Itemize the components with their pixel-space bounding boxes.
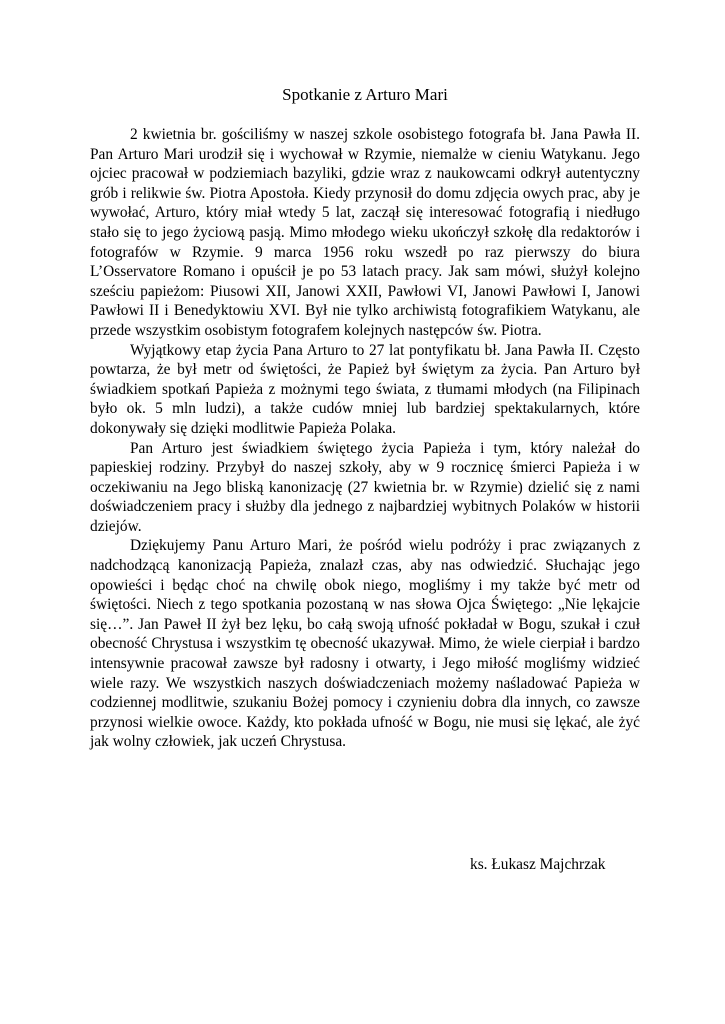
paragraph-4: Dziękujemy Panu Arturo Mari, że pośród wielu podróży i prac związanych z nadchodzącą kanonizacją Papieża, znalazł czas, aby nas odwiedzić. Słuchając jego opowieści i będąc choć na chwilę obok niego, mogliśmy i my także być metr od świętości. Niech z tego spotkania pozostaną w nas słowa Ojca Świętego: „Nie lękajcie się…”. Jan Paweł II żył bez lęku, bo całą swoją ufność pokładał w Bogu, szukał i czuł obecność Chrystusa i wszystkim tę obecność ukazywał. Mimo, że wiele cierpiał i bardzo intensywnie pracował zawsze był radosny i otwarty, i Jego miłość mogliśmy widzieć wiele razy. We wszystkich naszych doświadczeniach możemy naśladować Papieża w codziennej modlitwie, szukaniu Bożej pomocy i czynieniu dobra dla innych, co zawsze przynosi wielkie owoce. Każdy, kto pokłada ufność w Bogu, nie musi się lękać, ale żyć jak wolny człowiek, jak uczeń Chrystusa. bbox=[90, 537, 640, 751]
author-signature: ks. Łukasz Majchrzak bbox=[470, 856, 606, 873]
paragraph-3: Pan Arturo jest świadkiem świętego życia Papieża i tym, który należał do papieskiej rodziny. Przybył do naszej szkoły, aby w 9 rocznicę śmierci Papieża i w oczekiwaniu na Jego bliską kanonizację (27 kwietnia br. w Rzymie) dzielić się z nami doświadczeniem pracy i służby dla jednego z najbardziej wybitnych Polaków w historii dziejów. bbox=[90, 439, 640, 535]
article-title: Spotkanie z Arturo Mari bbox=[282, 85, 448, 104]
article bbox=[90, 82, 640, 752]
paragraph-1: 2 kwietnia br. gościliśmy w naszej szkole osobistego fotografa bł. Jana Pawła II. Pan Arturo Mari urodził się i wychował w Rzymie, niemalże w cieniu Watykanu. Jego ojciec pracował w podziemiach bazyliki, gdzie wraz z naukowcami odkrył autentyczny grób i relikwie św. Piotra Apostoła. Kiedy przynosił do domu zdjęcia owych prac, aby je wywołać, Arturo, który miał wtedy 5 lat, zaczął się interesować fotografią i niedługo stało się to jego życiową pasją. Mimo młodego wieku ukończył szkołę dla redaktorów i fotografów w Rzymie. 9 marca 1956 roku wszedł po raz pierwszy do biura L’Osservatore Romano i opuścił je po 53 latach pracy. Jak sam mówi, służył kolejno sześciu papieżom: Piusowi XII, Janowi XXII, Pawłowi VI, Janowi Pawłowi I, Janowi Pawłowi II i Benedyktowiu XVI. Był nie tylko archiwistą fotografikiem Watykanu, ale przede wszystkim osobistym fotografem kolejnych następców św. Piotra. bbox=[90, 126, 640, 339]
paragraph-2: Wyjątkowy etap życia Pana Arturo to 27 lat pontyfikatu bł. Jana Pawła II. Często powtarza, że był metr od świętości, że Papież był świętym za życia. Pan Arturo był świadkiem spotkań Papieża z możnymi tego świata, z tłumami młodych (na Filipinach było ok. 5 mln ludzi), a także cudów mniej lub bardziej spektakularnych, które dokonywały się dzięki modlitwie Papieża Polaka. bbox=[90, 341, 640, 437]
